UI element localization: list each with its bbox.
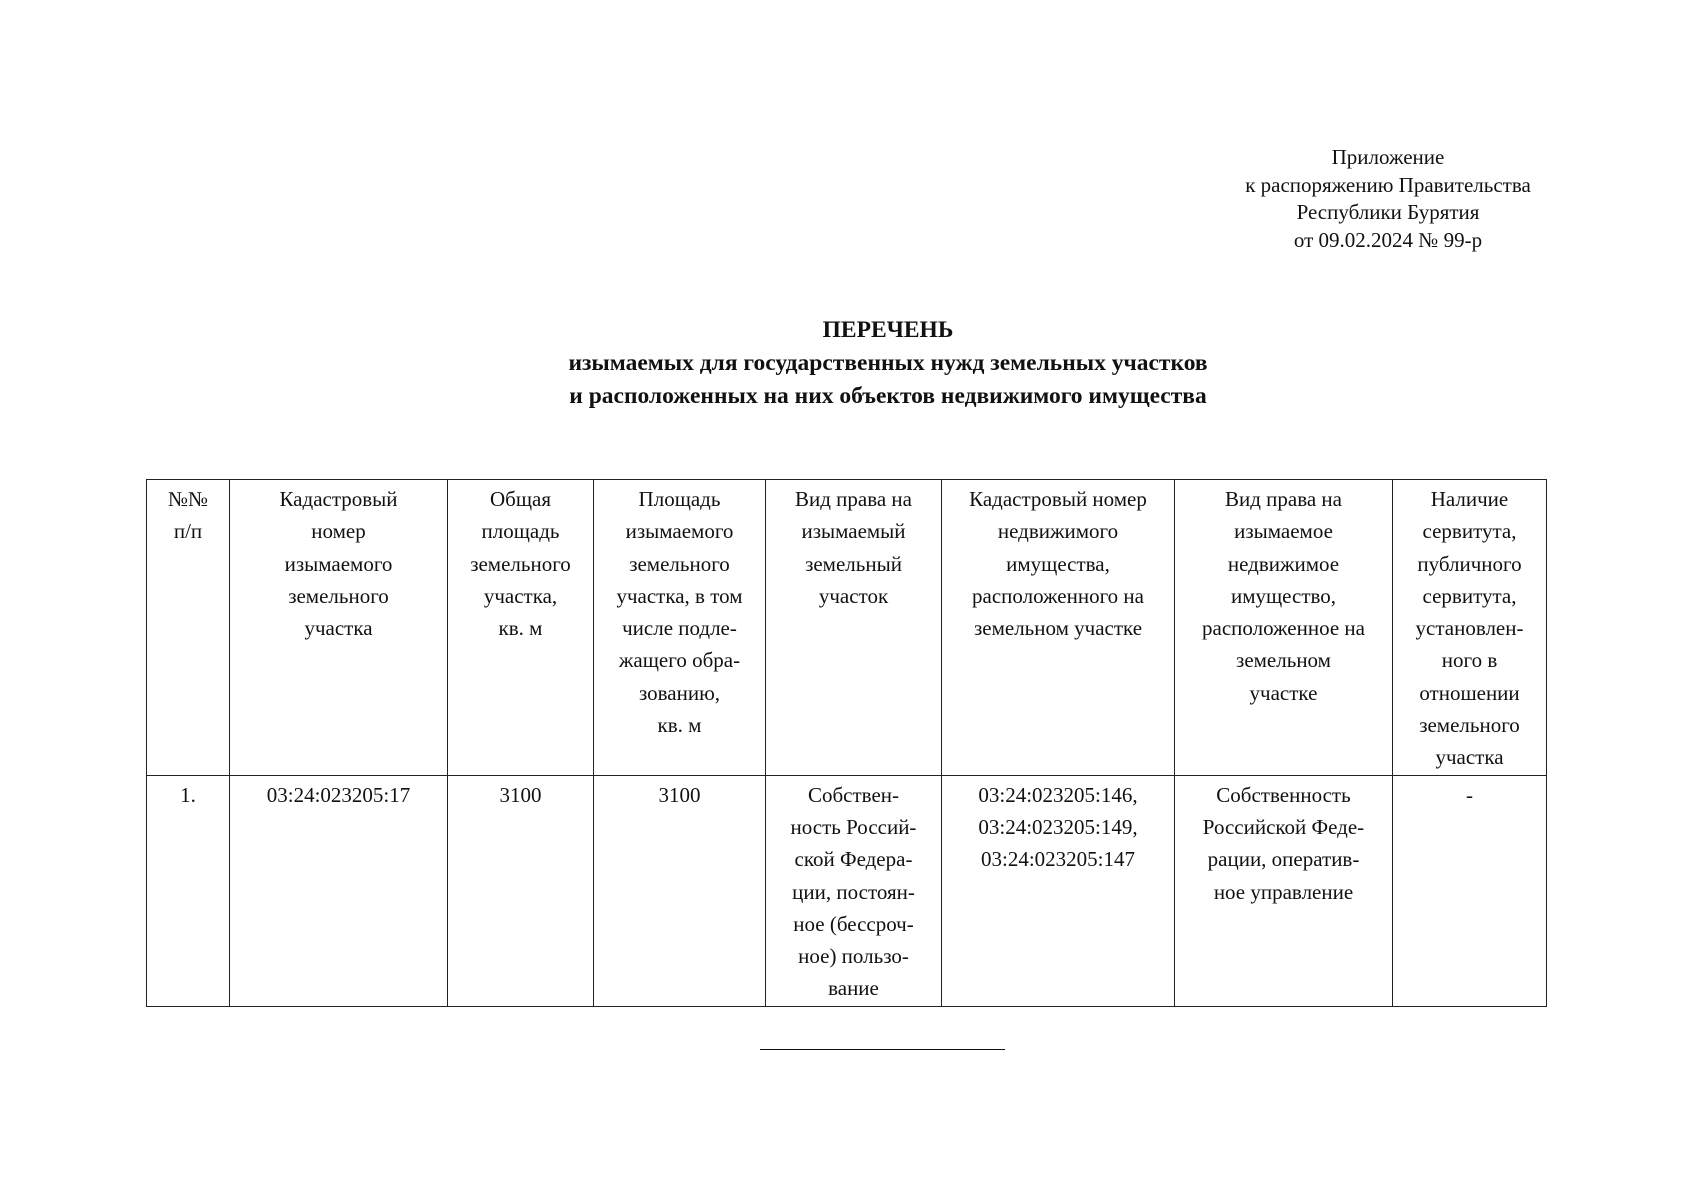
table-header-row bbox=[147, 480, 1547, 776]
header-plot-right-type: Вид права на изымаемый земельный участок bbox=[766, 480, 942, 776]
title-subtitle-line1: изымаемых для государственных нужд земельных участков bbox=[568, 350, 1208, 376]
cell-total-area: 3100 bbox=[448, 775, 594, 1006]
table-row bbox=[147, 775, 1547, 1006]
title-heading: ПЕРЕЧЕНЬ bbox=[822, 317, 954, 343]
cell-plot-right-type: Собствен- ность Россий- ской Федера- ции, постоян- ное (бессроч- ное) пользо- вание bbox=[766, 775, 942, 1006]
cell-seized-area: 3100 bbox=[594, 775, 766, 1006]
appendix-block bbox=[1218, 144, 1558, 254]
closing-divider bbox=[760, 1049, 1005, 1050]
appendix-label: Приложение bbox=[1331, 145, 1445, 169]
cell-row-number: 1. bbox=[147, 775, 230, 1006]
cell-property-right-type: Собственность Российской Феде- рации, оператив- ное управление bbox=[1175, 775, 1393, 1006]
header-plot-cadastral-number: Кадастровый номер изымаемого земельного участка bbox=[230, 480, 448, 776]
appendix-date-number: от 09.02.2024 № 99-р bbox=[1293, 227, 1483, 252]
land-plots-table bbox=[146, 479, 1547, 1007]
header-total-area: Общая площадь земельного участка, кв. м bbox=[448, 480, 594, 776]
header-row-number: №№ п/п bbox=[147, 480, 230, 776]
document-title bbox=[438, 314, 1338, 413]
title-subtitle-line2: и расположенных на них объектов недвижимого имущества bbox=[569, 383, 1207, 409]
cell-plot-cadastral-number: 03:24:023205:17 bbox=[230, 775, 448, 1006]
cell-servitude: - bbox=[1393, 775, 1547, 1006]
header-seized-area: Площадь изымаемого земельного участка, в том числе подле- жащего обра- зованию, кв. м bbox=[594, 480, 766, 776]
header-property-right-type: Вид права на изымаемое недвижимое имущество, расположенное на земельном участке bbox=[1175, 480, 1393, 776]
header-servitude: Наличие сервитута, публичного сервитута, установлен- ного в отношении земельного участка bbox=[1393, 480, 1547, 776]
appendix-order-ref: к распоряжению Правительства bbox=[1245, 172, 1531, 197]
appendix-issuer: Республики Бурятия bbox=[1296, 200, 1480, 224]
cell-property-cadastral-numbers: 03:24:023205:146, 03:24:023205:149, 03:24:023205:147 bbox=[942, 775, 1175, 1006]
header-property-cadastral-number: Кадастровый номер недвижимого имущества, расположенного на земельном участке bbox=[942, 480, 1175, 776]
